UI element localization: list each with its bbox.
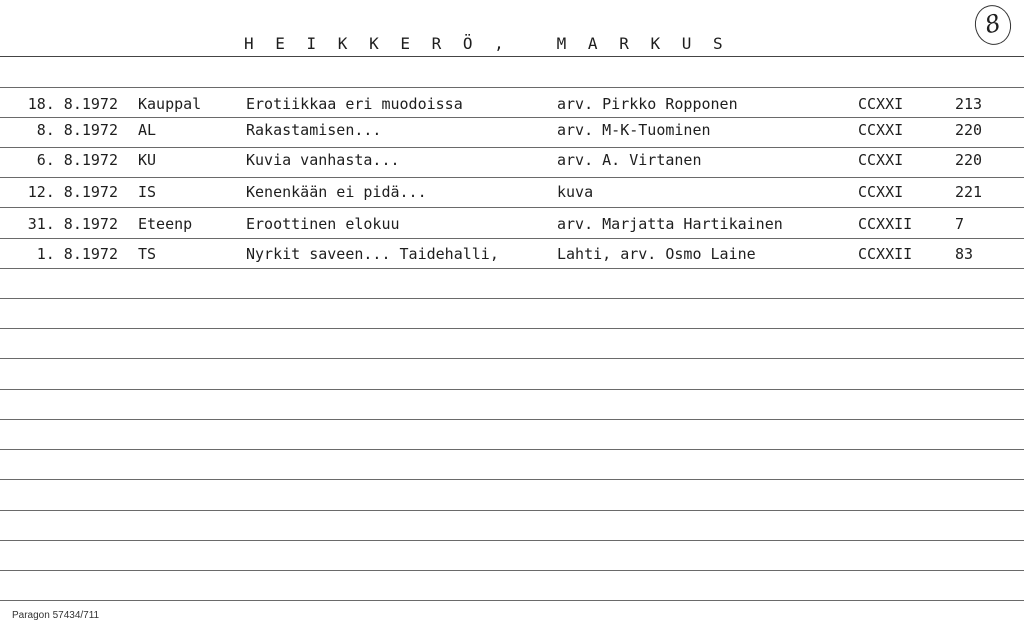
entry-date: 12. 8.1972 <box>27 183 118 201</box>
entry-credit: arv. A. Virtanen <box>557 151 702 169</box>
entry-row <box>0 92 1024 116</box>
entry-title: Kenenkään ei pidä... <box>246 183 427 201</box>
entry-title: Nyrkit saveen... Taidehalli, <box>246 245 499 263</box>
ruled-line <box>0 358 1024 359</box>
entry-date: 31. 8.1972 <box>27 215 118 233</box>
printer-imprint: Paragon 57434/711 <box>12 610 100 621</box>
ruled-line <box>0 510 1024 511</box>
ruled-line <box>0 479 1024 480</box>
entry-volume: CCXXI <box>858 183 904 201</box>
ruled-line <box>0 419 1024 420</box>
entry-credit: arv. Marjatta Hartikainen <box>557 215 783 233</box>
entry-volume: CCXXI <box>858 95 904 113</box>
ruled-line <box>0 389 1024 390</box>
entry-title: Rakastamisen... <box>246 121 382 139</box>
entry-page: 221 <box>955 183 983 201</box>
entry-credit: arv. Pirkko Ropponen <box>557 95 738 113</box>
ruled-line <box>0 177 1024 178</box>
entry-credit: arv. M-K-Tuominen <box>557 121 711 139</box>
entry-volume: CCXXI <box>858 121 904 139</box>
ruled-line <box>0 207 1024 208</box>
entry-volume: CCXXII <box>858 215 913 233</box>
ruled-line <box>0 600 1024 601</box>
entry-paper: TS <box>138 245 157 263</box>
entry-date: 6. 8.1972 <box>36 151 118 169</box>
ruled-line <box>0 570 1024 571</box>
ruled-line <box>0 540 1024 541</box>
entry-credit: Lahti, arv. Osmo Laine <box>557 245 756 263</box>
entry-paper: KU <box>138 151 157 169</box>
entry-title: Eroottinen elokuu <box>246 215 400 233</box>
entry-volume: CCXXI <box>858 151 904 169</box>
ruled-line <box>0 328 1024 329</box>
ruled-line <box>0 449 1024 450</box>
entry-row <box>0 212 1024 236</box>
entry-paper: Eteenp <box>138 215 193 233</box>
entry-date: 18. 8.1972 <box>27 95 118 113</box>
entry-page: 220 <box>955 121 983 139</box>
entry-credit: kuva <box>557 183 594 201</box>
entry-paper: AL <box>138 121 157 139</box>
ruled-line <box>0 238 1024 239</box>
ruled-line <box>0 268 1024 269</box>
entry-row <box>0 180 1024 204</box>
card-heading-name: H E I K K E R Ö , M A R K U S <box>244 34 729 53</box>
entry-page: 213 <box>955 95 983 113</box>
card-number-circled: 8 <box>971 1 1016 49</box>
entry-page: 83 <box>955 245 974 263</box>
entry-paper: IS <box>138 183 157 201</box>
ruled-line <box>0 87 1024 88</box>
entry-row <box>0 118 1024 142</box>
entry-title: Kuvia vanhasta... <box>246 151 400 169</box>
entry-page: 7 <box>955 215 965 233</box>
ruled-line <box>0 298 1024 299</box>
entry-row <box>0 242 1024 266</box>
entry-volume: CCXXII <box>858 245 913 263</box>
entry-paper: Kauppal <box>138 95 202 113</box>
entry-page: 220 <box>955 151 983 169</box>
entry-row <box>0 148 1024 172</box>
entry-date: 8. 8.1972 <box>36 121 118 139</box>
entry-title: Erotiikkaa eri muodoissa <box>246 95 463 113</box>
header-rule <box>0 56 1024 57</box>
entry-date: 1. 8.1972 <box>36 245 118 263</box>
